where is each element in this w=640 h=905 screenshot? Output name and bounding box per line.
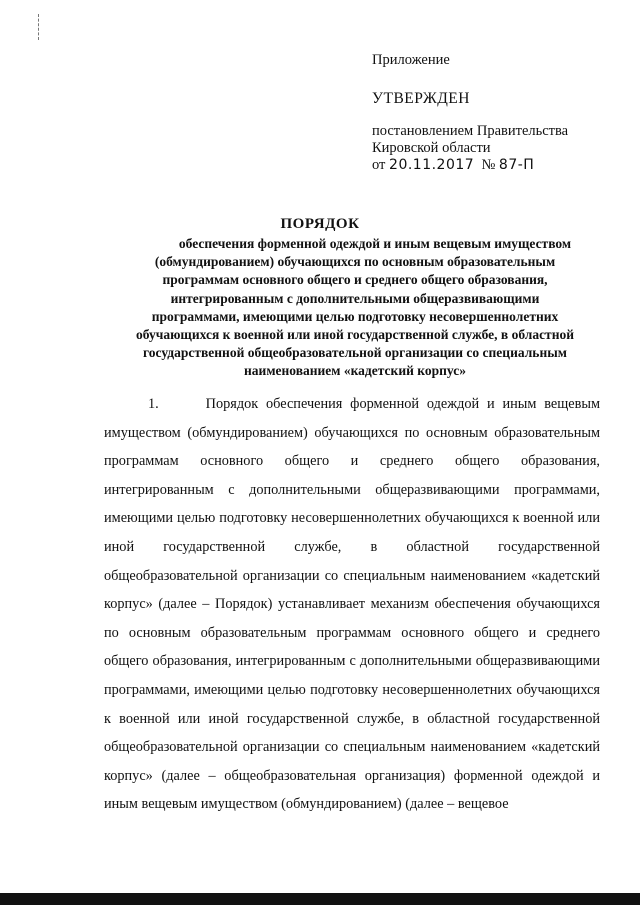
resolution-line-1: постановлением Правительства — [372, 123, 569, 139]
document-subtitle — [110, 235, 600, 381]
resolution-reference — [372, 123, 568, 174]
approval-header — [372, 52, 622, 173]
subtitle-line-3: программам основного общего и среднего общего образования, — [162, 272, 548, 288]
scan-edge-mark — [38, 14, 40, 40]
resolution-date-number — [372, 157, 568, 174]
subtitle-line-4: интегрированным с дополнительными общеразвивающими — [170, 290, 540, 306]
appendix-label: Приложение — [372, 52, 450, 68]
subtitle-line-5: программами, имеющими целью подготовку несовершеннолетних — [151, 308, 559, 324]
subtitle-line-2: (обмундированием) обучающихся по основным образовательным — [154, 254, 556, 270]
approved-label: УТВЕРЖДЕН — [372, 90, 470, 107]
subtitle-line-6: обучающихся к военной или иной государственной службе, в областной — [136, 327, 574, 343]
scan-bottom-border — [0, 893, 640, 905]
resolution-from: от — [372, 157, 386, 173]
subtitle-line-7: государственной общеобразовательной организации со специальным — [143, 345, 567, 361]
resolution-date: 20.11.2017 — [389, 157, 475, 173]
resolution-number: 87-П — [498, 157, 535, 173]
subtitle-line-1: обеспечения форменной одеждой и иным вещевым имуществом — [178, 236, 572, 251]
number-sign: № — [481, 157, 496, 173]
subtitle-line-8: наименованием «кадетский корпус» — [244, 363, 466, 379]
resolution-line-2: Кировской области — [372, 140, 491, 156]
body-paragraph-1: 1. Порядок обеспечения форменной одеждой и иным вещевым имуществом (обмундированием) обучающихся по основным образовательным программам основного общего и среднего общего образования, интегрированным с дополнительными общеразвивающими программами, имеющими целью подготовку несовершеннолетних обучающихся к военной или иной государственной службе, в областной государственной общеобразовательной организации со специальным наименованием «кадетский корпус» (далее – Порядок) устанавливает механизм обеспечения обучающихся по основным образовательным программам основного общего и среднего общего образования, интегрированным с дополнительными общеразвивающими программами, имеющими целью подготовку несовершеннолетних обучающихся к военной или иной государственной службе, в областной государственной общеобразовательной организации со специальным наименованием «кадетский корпус» (далее – общеобразовательная организация) форменной одеждой и иным вещевым имуществом (обмундированием) (далее – вещевое — [104, 396, 600, 813]
document-title: ПОРЯДОК — [280, 216, 360, 232]
